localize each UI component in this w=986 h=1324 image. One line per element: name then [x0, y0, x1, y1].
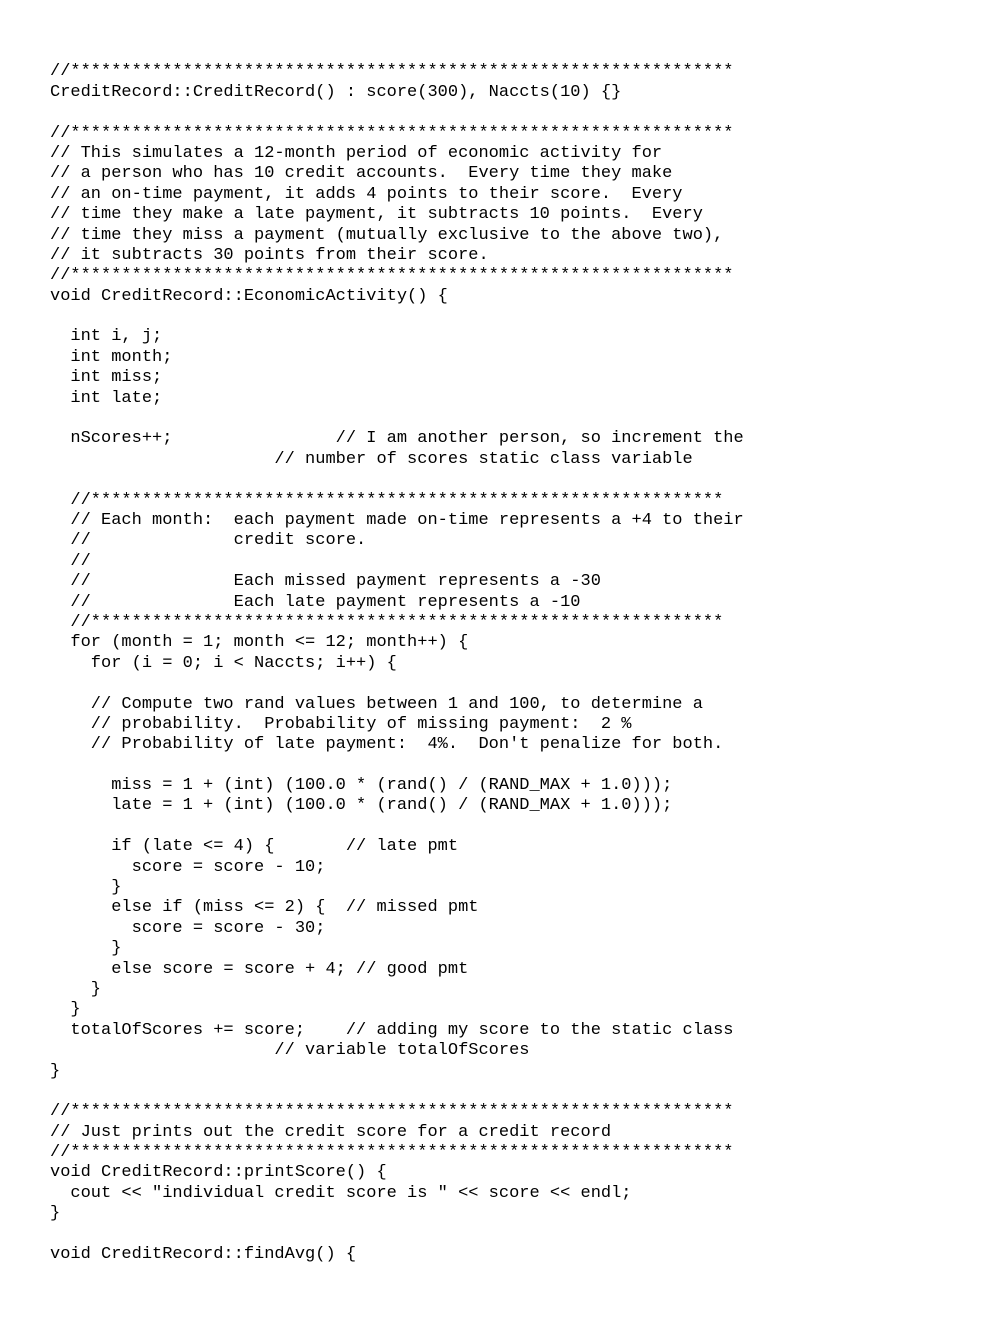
code-line: // Just prints out the credit score for a credit record [50, 1122, 612, 1142]
blank-line [50, 42, 970, 62]
code-line: // a person who has 10 credit accounts. Every time they make [50, 164, 673, 184]
code-line: // Probability of late payment: 4%. Don't penalize for both. [50, 735, 724, 755]
code-line: int miss; [50, 368, 163, 388]
code-line: //***************************************************************** [50, 1102, 734, 1122]
code-document [50, 42, 970, 1265]
code-line: //************************************************************** [50, 612, 724, 632]
code-line: else if (miss <= 2) { // missed pmt [50, 898, 479, 918]
blank-line [50, 1082, 970, 1102]
code-line: //***************************************************************** [50, 123, 734, 143]
code-line: int late; [50, 388, 163, 408]
code-line: for (month = 1; month <= 12; month++) { [50, 633, 469, 653]
code-line: void CreditRecord::findAvg() { [50, 1245, 357, 1265]
code-line: // number of scores static class variable [50, 449, 693, 469]
code-line: // variable totalOfScores [50, 1041, 530, 1061]
code-line: // credit score. [50, 531, 367, 551]
code-line: int month; [50, 347, 173, 367]
code-line: //***************************************************************** [50, 62, 734, 82]
code-line: // Each month: each payment made on-time represents a +4 to their [50, 510, 744, 530]
code-line: miss = 1 + (int) (100.0 * (rand() / (RAND_MAX + 1.0))); [50, 776, 673, 796]
blank-line [50, 817, 970, 837]
code-line: // Compute two rand values between 1 and 100, to determine a [50, 694, 703, 714]
code-line: void CreditRecord::printScore() { [50, 1163, 387, 1183]
code-line: // probability. Probability of missing payment: 2 % [50, 714, 632, 734]
code-line: } [50, 979, 102, 999]
blank-line [50, 470, 970, 490]
code-line: // time they make a late payment, it subtracts 10 points. Every [50, 205, 703, 225]
code-line: int i, j; [50, 327, 163, 347]
code-line: } [50, 1000, 81, 1020]
code-line: if (late <= 4) { // late pmt [50, 837, 459, 857]
code-line: // Each late payment represents a -10 [50, 592, 581, 612]
code-line: // it subtracts 30 points from their score. [50, 245, 489, 265]
code-line: //***************************************************************** [50, 266, 734, 286]
code-line: void CreditRecord::EconomicActivity() { [50, 286, 448, 306]
code-line: } [50, 1204, 61, 1224]
code-line: late = 1 + (int) (100.0 * (rand() / (RAND_MAX + 1.0))); [50, 796, 673, 816]
code-line: //************************************************************** [50, 490, 724, 510]
code-line: for (i = 0; i < Naccts; i++) { [50, 653, 397, 673]
code-line: score = score - 10; [50, 857, 326, 877]
blank-line [50, 103, 970, 123]
code-line: // time they miss a payment (mutually exclusive to the above two), [50, 225, 724, 245]
blank-line [50, 1225, 970, 1245]
code-line: score = score - 30; [50, 918, 326, 938]
code-line: else score = score + 4; // good pmt [50, 959, 469, 979]
code-line: // an on-time payment, it adds 4 points to their score. Every [50, 184, 683, 204]
code-line: } [50, 1061, 61, 1081]
code-line: nScores++; // I am another person, so increment the [50, 429, 744, 449]
blank-line [50, 756, 970, 776]
code-line: // [50, 551, 91, 571]
blank-line [50, 409, 970, 429]
code-line: // This simulates a 12-month period of economic activity for [50, 143, 663, 163]
blank-line [50, 307, 970, 327]
code-line: } [50, 939, 122, 959]
code-line: CreditRecord::CreditRecord() : score(300), Naccts(10) {} [50, 82, 622, 102]
code-line: // Each missed payment represents a -30 [50, 572, 601, 592]
code-line: //***************************************************************** [50, 1143, 734, 1163]
code-line: } [50, 878, 122, 898]
code-line: totalOfScores += score; // adding my score to the static class [50, 1020, 734, 1040]
code-line: cout << "individual credit score is " << score << endl; [50, 1183, 632, 1203]
blank-line [50, 674, 970, 694]
